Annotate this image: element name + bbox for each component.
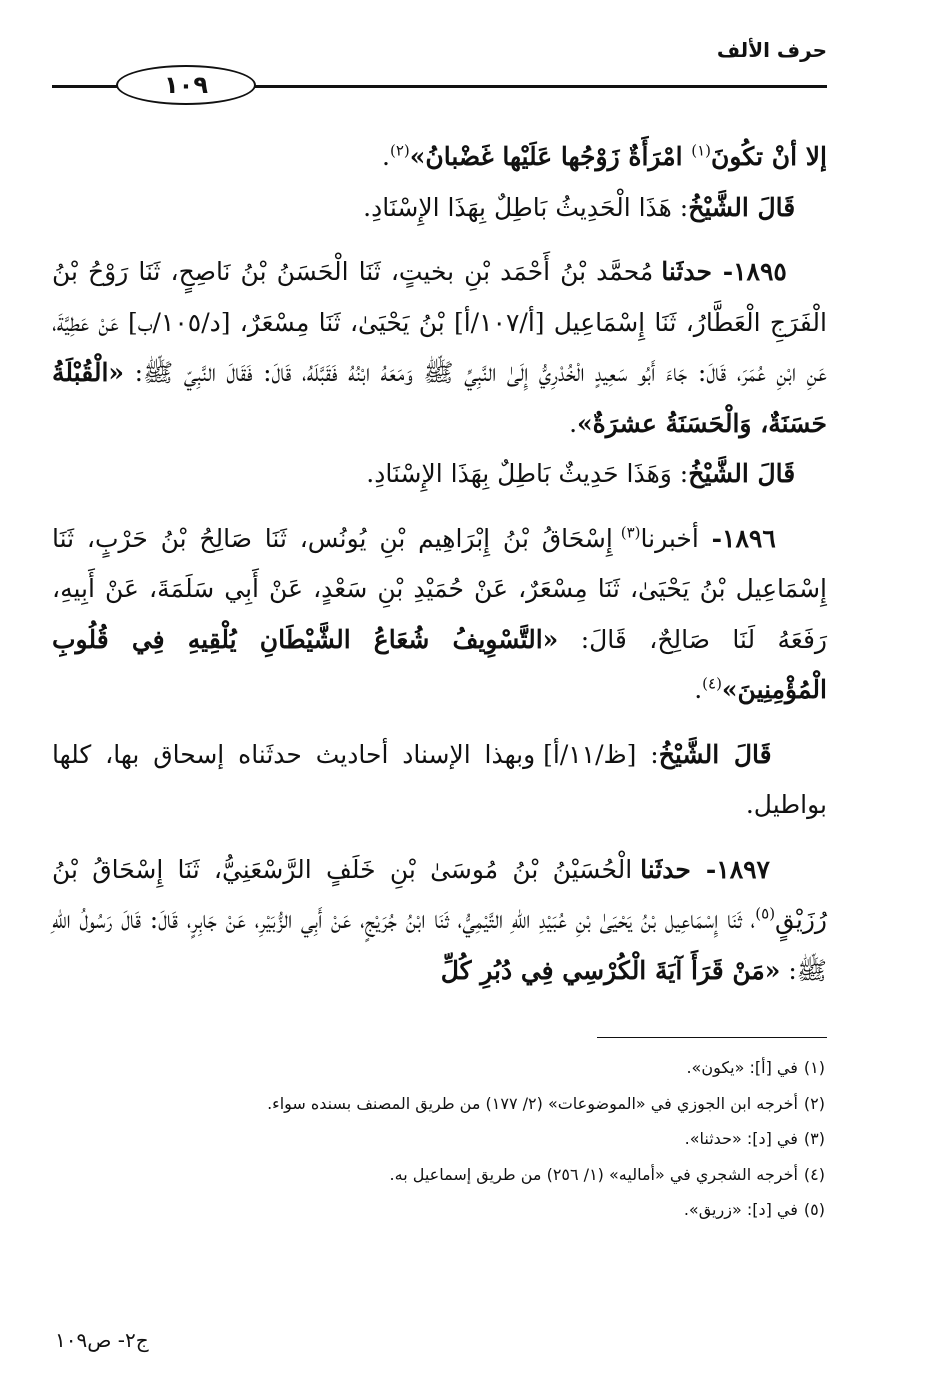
- footnote-divider: [597, 1037, 827, 1038]
- page-number-oval: [116, 65, 256, 105]
- page-number: ١٠٩: [164, 71, 208, 99]
- paragraph-6: قَالَ الشَّيْخُ: [ظ/١١/أ] وبهذا الإسناد أحاديث حدثَناه إسحاق بها، كلها بواطيل.: [52, 739, 827, 819]
- paragraph-2: قَالَ الشَّيْخُ: هَذَا الْحَدِيثُ بَاطِلٌ بِهَذَا الإِسْنَادِ.: [363, 192, 796, 222]
- hadith-1896: ١٨٩٦- أخبرنا$^{(٣)}$ إِسْحَاقُ بْنُ إِبْرَاهِيم بْنِ يُونُس، ثَنَا صَالِحُ بْنُ حَرْبٍ، ثَنَا إِسْمَاعِيل بْنُ يَحْيَىٰ، ثَنَا مِسْعَرٌ، عَنْ حُمَيْدِ بْنِ سَعْدٍ، عَنْ أَبِي سَلَمَةَ، عَنْ أَبِيهِ، رَفَعَهُ لَنَا صَالِحٌ، قَالَ: «التَّسْوِيفُ شُعَاعُ الشَّيْطَانِ يُلْقِيهِ فِي قُلُوبِ الْمُؤْمِنِينَ»$^{(٤)}$.: [52, 523, 827, 704]
- footnote: (٣)في [د]: «حدثنا».: [684, 1129, 825, 1148]
- footnote: (٢)أخرجه ابن الجوزي في «الموضوعات» (٢/ ١٧٧) من طريق المصنف بسنده سواء.: [267, 1093, 825, 1113]
- hadith-number: ١٨٩٧-: [705, 854, 770, 884]
- main-text: [52, 132, 827, 996]
- running-head: حرف الألف: [716, 38, 827, 62]
- hadith-1897: ١٨٩٧- حدثَنا الْحُسَيْنُ بْنُ مُوسَىٰ بْنِ خَلَفٍ الرَّسْعَنِيُّ، ثَنَا إِسْحَاقُ بْنُ رُزَيْقٍ$^{(٥)}$، ثَنَا إِسْمَاعِيل بْنُ يَحْيَىٰ بْنِ عُبَيْدِ اللهِ التَّيْمِيُّ، ثَنَا ابْنُ جُرَيْجٍ، عَنْ أَبِي الزُّبَيْرِ، عَنْ جَابِرٍ، قَالَ: قَالَ رَسُولُ اللهِ ﷺ: «مَنْ قَرَأَ آيَةَ الْكُرْسِي فِي دُبُرِ كُلِّ: [52, 854, 827, 985]
- footnote: (١)في [أ]: «يكون».: [686, 1058, 825, 1077]
- volume-page-signature: ج٢- ص١٠٩: [55, 1328, 149, 1352]
- hadith-number: ١٨٩٦-: [711, 523, 776, 553]
- footnote: (٥)في [د]: «زريق».: [683, 1200, 825, 1219]
- paragraph-4: قَالَ الشَّيْخُ: وَهَذَا حَدِيثٌ بَاطِلٌ بِهَذَا الإِسْنَادِ.: [366, 459, 796, 488]
- footnotes: [52, 1050, 827, 1228]
- paragraph-1: إلا أنْ تكُونَ$^{(١)}$ امْرَأَةٌ زَوْجُها عَلَيْها غَضْبانُ»$^{(٢)}$.: [382, 141, 827, 171]
- footnote: (٤)أخرجه الشجري في «أماليه» (١/ ٢٥٦) من طريق إسماعيل به.: [389, 1164, 825, 1184]
- hadith-1895: ١٨٩٥- حدثَنا مُحمَّد بْنُ أَحْمَد بْنِ بخيتٍ، ثَنَا الْحَسَنُ بْنُ نَاصِحٍ، ثَنَا رَوْحُ بْنُ الْفَرَجِ الْعَطَّارُ، ثَنَا إِسْمَاعِيل [أ/١٠٧/أ] بْنُ يَحْيَىٰ، ثَنَا مِسْعَرٌ، [د/١٠٥/ب] عَنْ عَطِيَّةَ، عَنِ ابْنِ عُمَرَ، قَالَ: جَاءَ أَبُو سَعِيدٍ الْخُدْرِيُّ إِلَىٰ النَّبِيِّ ﷺ وَمَعَهُ ابْنُهُ فَقَبَّلَهُ، قَالَ: فَقَالَ النَّبِيّ ﷺ: «الْقُبْلَةُ حَسَنَةٌ، وَالْحَسَنَةُ عشرَةٌ».: [52, 257, 827, 438]
- hadith-number: ١٨٩٥-: [722, 257, 787, 286]
- page-header: [52, 38, 827, 108]
